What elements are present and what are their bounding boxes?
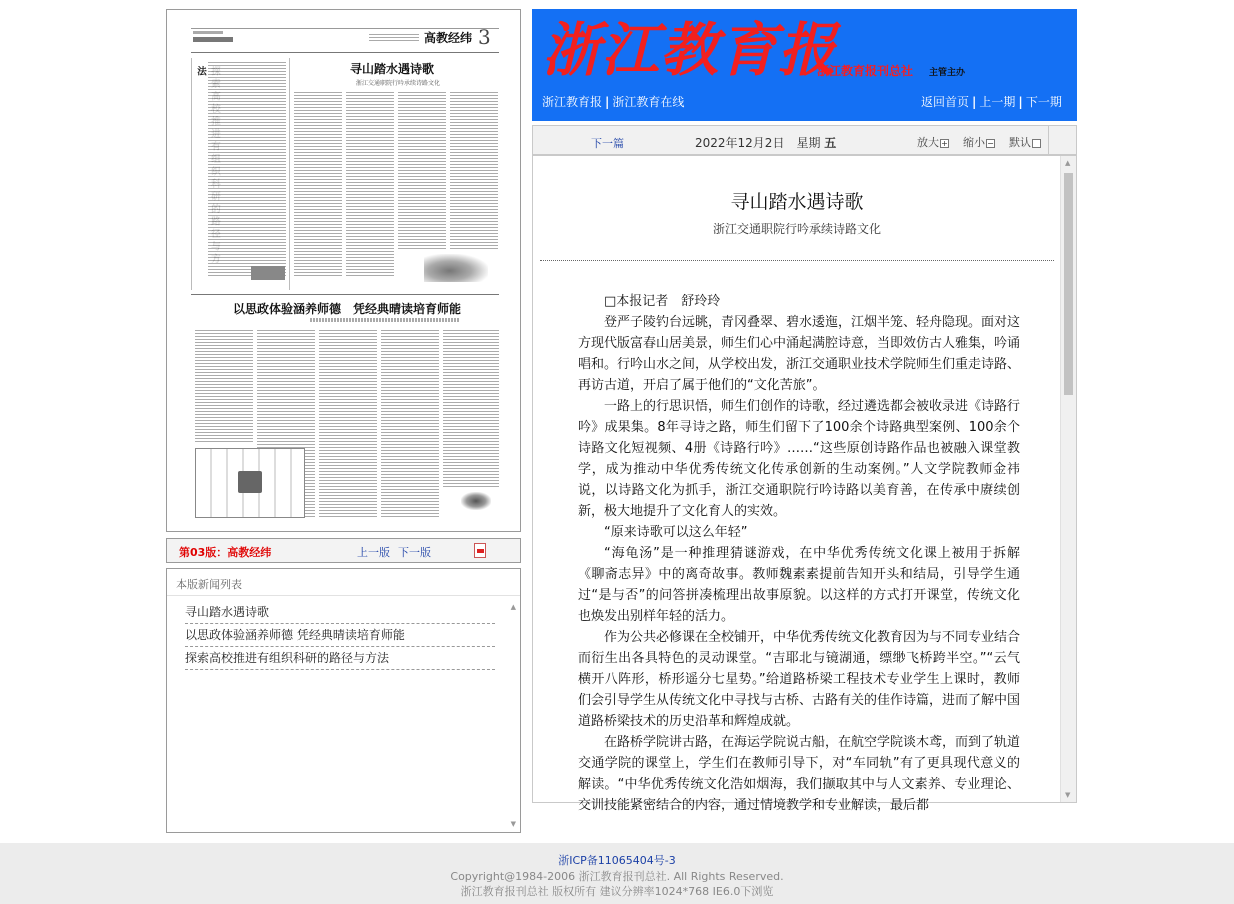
thumb-corner-graphic: [461, 492, 491, 510]
article-panel: [532, 155, 1077, 813]
thumb-logo-graphic: [424, 254, 488, 282]
article-paragraph: “海龟汤”是一种推理猜谜游戏，在中华优秀传统文化课上被用于拆解《聊斋志异》中的离奇故事。教师魏素素提前告知开头和结局，引导学生通过“是与否”的问答拼凑梳理出故事原貌。以这样的方式打开课堂，传统文化也焕发出别样年轻的活力。: [578, 546, 1020, 624]
minus-icon: −: [987, 138, 994, 148]
reset-icon: [1032, 139, 1041, 148]
article-title: 寻山踏水遇诗歌: [730, 191, 864, 213]
article-paragraph: 一路上的行思识悟，师生们创作的诗歌，经过遴选都会被收录进《诗路行吟》成果集。8年寻诗之路，师生们留下了100余个诗路典型案例、100余个诗路文化短视频、4册《诗路行吟》……“这些原创诗路作品也被融入课堂教学，成为推动中华优秀传统文化传承创新的生动案例。”人文学院教师金祎说，以诗路文化为抓手，浙江交通职院行吟诗路以美育善，在传承中赓续创新，极大地提升了文化育人的实效。: [578, 399, 1021, 519]
news-list-item[interactable]: 寻山踏水遇诗歌: [185, 601, 495, 624]
news-list-item[interactable]: 以思政体验涵养师德 凭经典晴读培育师能: [185, 624, 495, 647]
issue-date: 2022年12月2日 星期 五: [695, 136, 837, 150]
rights-text: 浙江教育报刊总社 版权所有 建议分辨率1024*768 IE6.0下浏览: [460, 885, 774, 898]
thumb-diagram: [195, 448, 305, 518]
article-paragraph: 作为公共必修课在全校铺开，中华优秀传统文化教育因为与不同专业结合而衍生出各具特色的灵动课堂。“吉耶北与镜湖通，缥缈飞桥跨半空。”“云气横开八阵形，桥形遥分七星势。”给道路桥梁工程技术专业学生上课时，教师们会引导学生从传统文化中寻找与古桥、古路有关的佳作诗篇，进而了解中国道路桥梁技术的历史沿革和辉煌成就。: [578, 630, 1021, 729]
article-toolbar: [532, 125, 1049, 155]
plus-icon: +: [941, 138, 948, 148]
home-link[interactable]: 返回首页: [921, 95, 970, 109]
news-list-item[interactable]: 探索高校推进有组织科研的路径与方法: [185, 647, 495, 670]
thumb-page-header: 高教经纬: [424, 31, 473, 45]
byline: □本报记者 舒玲玲: [604, 294, 721, 309]
masthead-logo: [193, 37, 233, 42]
scroll-up-arrow-icon[interactable]: ▲: [510, 603, 516, 611]
link-zjjyb[interactable]: 浙江教育报: [542, 95, 603, 109]
icp-link[interactable]: 浙ICP备11065404号-3: [558, 854, 676, 867]
article-paragraph: 在路桥学院讲古路，在海运学院说古船，在航空学院谈木鸢，而到了轨道交通学院的课堂上，学生们在教师引导下，对“车同轨”有了更具现代意义的解读。“中华优秀传统文化浩如烟海，我们撷取其中与人文素养、专业理论、交训技能紧密结合的内容，通过情境教学和专业解读，最后都: [578, 735, 1021, 813]
divider: [540, 260, 1054, 261]
publisher-name: 浙江教育报刊总社: [817, 64, 914, 78]
prev-edition-link[interactable]: 上一版: [357, 546, 390, 559]
copyright-text: Copyright@1984-2006 浙江教育报刊总社. All Rights Reserved.: [450, 870, 784, 883]
next-edition-link[interactable]: 下一版: [398, 546, 431, 559]
section-heading: “原来诗歌可以这么年轻”: [604, 525, 748, 540]
site-banner: [532, 9, 1077, 121]
link-zjjy-online[interactable]: 浙江教育在线: [612, 95, 685, 109]
issue-nav: 返回首页 | 上一期 | 下一期: [921, 95, 1062, 109]
edition-label: 第03版：高教经纬: [179, 546, 272, 559]
thumb-photo-small: [251, 266, 285, 280]
thumb-page-number: 3: [478, 25, 491, 49]
scroll-down-arrow-icon[interactable]: ▼: [510, 820, 516, 828]
weekday: 五: [824, 136, 837, 150]
pdf-icon[interactable]: [474, 543, 486, 558]
page-image: [191, 25, 499, 518]
prev-issue-link[interactable]: 上一期: [979, 95, 1016, 109]
article-body: [578, 291, 1020, 816]
news-list-header: 本版新闻列表: [176, 578, 242, 591]
article-subtitle: 浙江交通职院行吟承续诗路文化: [712, 222, 881, 236]
thumb-article2-title: 以思政体验涵养师德 凭经典晴读培育师能: [233, 302, 462, 316]
zoom-out-button[interactable]: 缩小 −: [963, 136, 994, 149]
newspaper-page-thumbnail[interactable]: [166, 9, 521, 532]
thumb-vertical-title: 法: [195, 66, 206, 79]
edition-bar: [166, 538, 521, 563]
next-issue-link[interactable]: 下一期: [1025, 95, 1062, 109]
scrollbar-thumb[interactable]: [1064, 173, 1073, 395]
zoom-in-button[interactable]: 放大 +: [917, 136, 948, 149]
thumb-article1-subtitle: 浙江交通职院行吟承续诗路文化: [356, 80, 441, 87]
thumb-article1-title: 寻山踏水遇诗歌: [350, 62, 435, 76]
default-size-button[interactable]: 默认: [1009, 134, 1041, 150]
scroll-down-arrow-icon[interactable]: ▼: [1065, 791, 1071, 799]
site-logo[interactable]: 浙江教育报: [542, 16, 838, 84]
site-links: 浙江教育报 | 浙江教育在线: [542, 95, 685, 109]
news-list-panel: [166, 568, 521, 833]
footer: [0, 843, 1234, 904]
article-paragraph: 登严子陵钓台远眺，青冈叠翠、碧水逶迤，江烟半笼、轻舟隐现。面对这方现代版富春山居美景，师生们心中涌起满腔诗意，当即效仿古人雅集，吟诵唱和。行吟山水之间，从学校出发，浙江交通职业技术学院师生们重走诗路、再访古道，开启了属于他们的“文化苦旅”。: [578, 315, 1021, 393]
scroll-up-arrow-icon[interactable]: ▲: [1065, 159, 1071, 167]
article-scrollbar[interactable]: [1060, 156, 1076, 802]
sponsor-label: 主管主办: [929, 68, 966, 78]
next-article-link[interactable]: 下一篇: [591, 137, 624, 150]
masthead-mark: [193, 31, 223, 34]
